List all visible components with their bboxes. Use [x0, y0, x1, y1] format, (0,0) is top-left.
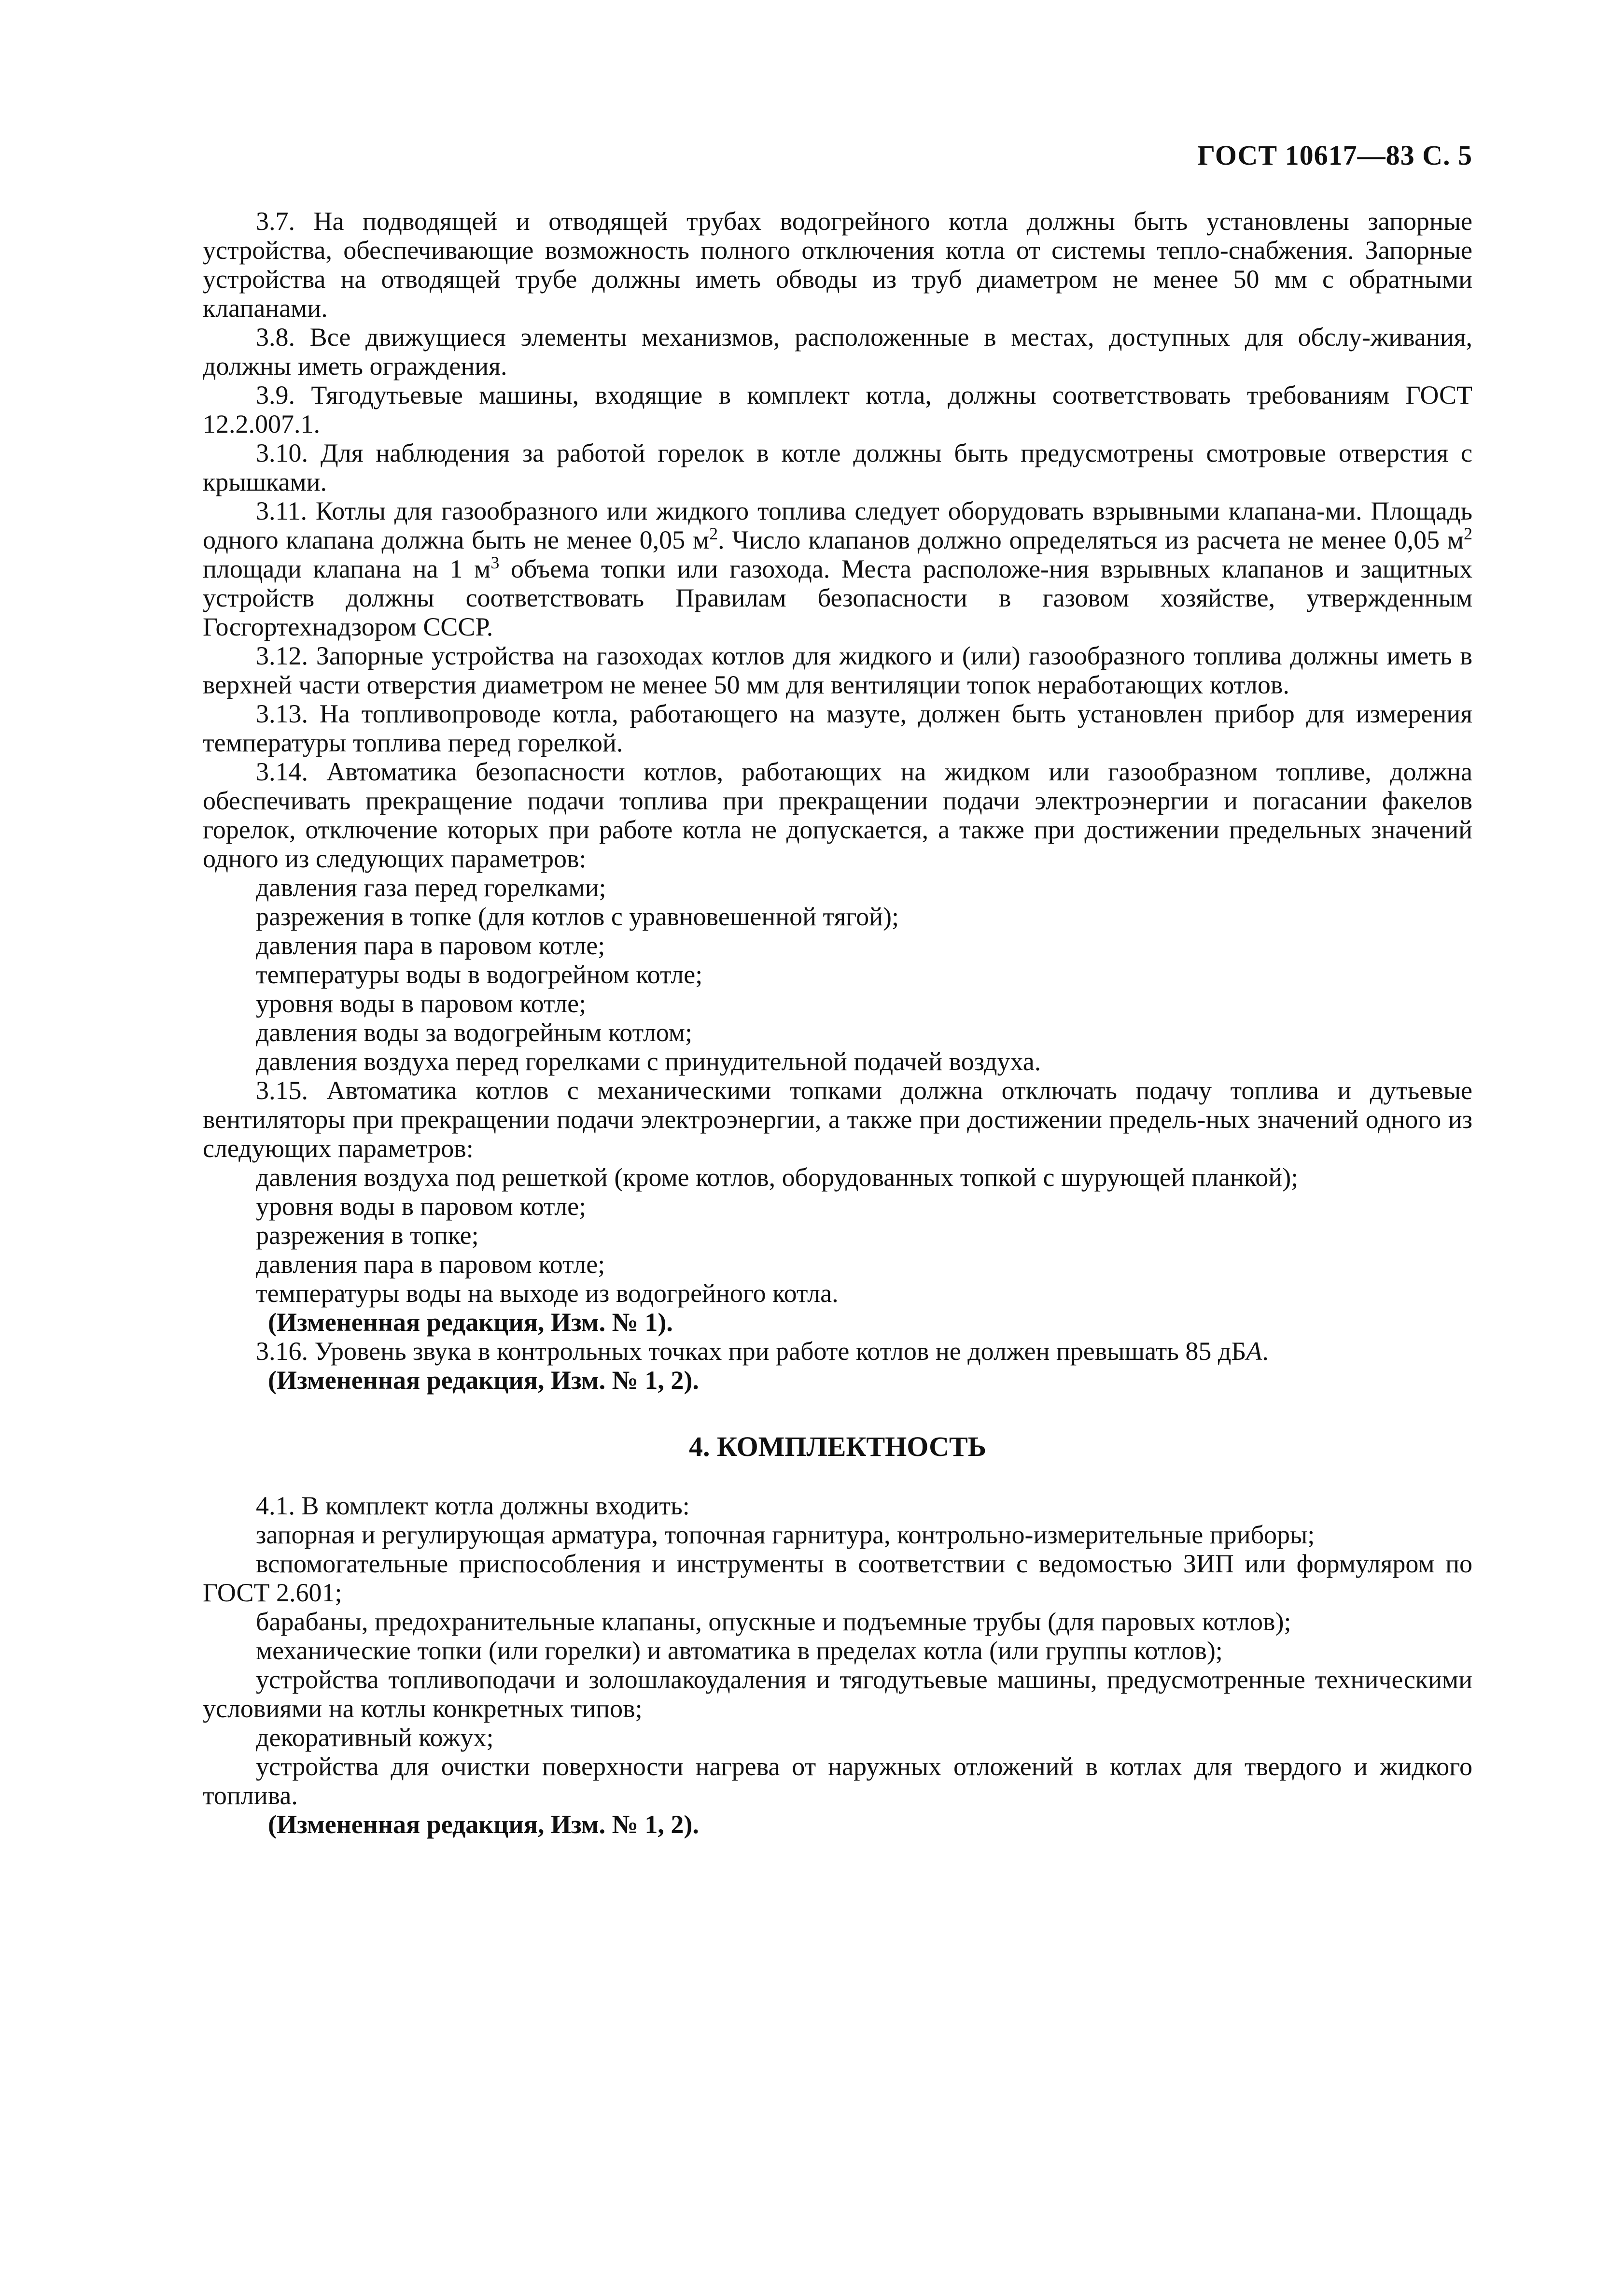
list-item: декоративный кожух;: [256, 1723, 494, 1752]
superscript: 2: [1464, 524, 1473, 543]
clause-3-12: 3.12. Запорные устройства на газоходах котлов для жидкого и (или) газообразного топлива должны иметь в верхней части отверстия диаметром не менее 50 мм для вентиляции топок неработающих котлов.: [203, 641, 1472, 699]
clause-3-9: 3.9. Тягодутьевые машины, входящие в комплект котла, должны соответствовать требованиям ГОСТ 12.2.007.1.: [203, 381, 1472, 438]
page-header: ГОСТ 10617—83 С. 5: [1197, 140, 1472, 171]
clause-3-11-part-b: . Число клапанов должно определяться из расчета не менее 0,05 м: [718, 525, 1464, 554]
clause-3-13: 3.13. На топливопроводе котла, работающего на мазуте, должен быть установлен прибор для измерения температуры топлива перед горелкой.: [203, 699, 1472, 757]
clause-3-16-unit: А: [1246, 1337, 1262, 1366]
list-item: давления газа перед горелками;: [256, 873, 606, 902]
clause-3-7: 3.7. На подводящей и отводящей трубах водогрейного котла должны быть установлены запорные устройства, обеспечивающие возможность полного отключения котла от системы тепло-снабжения. Запорные устройства на отводящей трубе должны иметь обводы из труб диаметром не менее 50 мм с обратными клапанами.: [203, 207, 1472, 323]
list-item: устройства для очистки поверхности нагрева от наружных отложений в котлах для твердого и жидкого топлива.: [203, 1752, 1472, 1810]
clause-3-10: 3.10. Для наблюдения за работой горелок в котле должны быть предусмотрены смотровые отверстия с крышками.: [203, 438, 1472, 496]
amendment-note: (Измененная редакция, Изм. № 1, 2).: [268, 1366, 699, 1395]
list-item: запорная и регулирующая арматура, топочная гарнитура, контрольно-измерительные приборы;: [256, 1520, 1315, 1549]
list-item: устройства топливоподачи и золошлакоудаления и тягодутьевые машины, предусмотренные техническими условиями на котлы конкретных типов;: [203, 1665, 1472, 1723]
amendment-note: (Измененная редакция, Изм. № 1).: [268, 1308, 673, 1337]
document-page: [203, 0, 1472, 2273]
clause-3-11-part-c: площади клапана на 1 м: [203, 554, 491, 583]
list-item: температуры воды на выходе из водогрейного котла.: [256, 1279, 839, 1308]
amendment-note: (Измененная редакция, Изм. № 1, 2).: [268, 1810, 699, 1839]
list-item: давления пара в паровом котле;: [256, 931, 605, 960]
list-item: давления воды за водогрейным котлом;: [256, 1018, 692, 1047]
clause-3-16-part-a: 3.16. Уровень звука в контрольных точках при работе котлов не должен превышать 85 дБ: [256, 1337, 1246, 1366]
list-item: механические топки (или горелки) и автоматика в пределах котла (или группы котлов);: [256, 1636, 1223, 1665]
superscript: 3: [490, 553, 500, 572]
list-item: разрежения в топке;: [256, 1221, 479, 1250]
clause-3-11: [203, 496, 1472, 641]
clause-3-16-part-c: .: [1262, 1337, 1269, 1366]
list-item: давления воздуха перед горелками с принудительной подачей воздуха.: [256, 1047, 1041, 1076]
list-item: температуры воды в водогрейном котле;: [256, 960, 703, 989]
list-item: давления воздуха под решеткой (кроме котлов, оборудованных топкой с шурующей планкой);: [256, 1163, 1299, 1192]
clause-4-1: 4.1. В комплект котла должны входить:: [256, 1491, 690, 1520]
list-item: уровня воды в паровом котле;: [256, 989, 587, 1018]
clause-3-8: 3.8. Все движущиеся элементы механизмов, расположенные в местах, доступных для обслу-живания, должны иметь ограждения.: [203, 323, 1472, 381]
section-title: 4. КОМПЛЕКТНОСТЬ: [688, 1431, 987, 1462]
clause-3-14: 3.14. Автоматика безопасности котлов, работающих на жидком или газообразном топливе, должна обеспечивать прекращение подачи топлива при прекращении подачи электроэнергии и погасании факелов горелок, отключение которых при работе котла не допускается, а также при достижении предельных значений одного из следующих параметров:: [203, 757, 1472, 873]
list-item: уровня воды в паровом котле;: [256, 1192, 587, 1221]
list-item: давления пара в паровом котле;: [256, 1250, 605, 1279]
superscript: 2: [709, 524, 718, 543]
clause-3-11-part-d: объема топки или газохода. Места расположе-ния взрывных клапанов и защитных устройств должны соответствовать Правилам безопасности в газовом хозяйстве, утвержденным Госгортехнадзором СССР.: [203, 554, 1472, 641]
clause-3-15: 3.15. Автоматика котлов с механическими топками должна отключать подачу топлива и дутьевые вентиляторы при прекращении подачи электроэнергии, а также при достижении предель-ных значений одного из следующих параметров:: [203, 1076, 1472, 1163]
list-item: вспомогательные приспособления и инструменты в соответствии с ведомостью ЗИП или формуляром по ГОСТ 2.601;: [203, 1549, 1472, 1607]
clause-3-16: [203, 1337, 1472, 1366]
document-body: [203, 207, 1472, 1839]
list-item: разрежения в топке (для котлов с уравновешенной тягой);: [256, 902, 899, 931]
clause-3-11-part-a: 3.11. Котлы для газообразного или жидкого топлива следует оборудовать взрывными клапана-ми. Площадь одного клапана должна быть не менее 0,05 м: [203, 496, 1472, 554]
list-item: барабаны, предохранительные клапаны, опускные и подъемные трубы (для паровых котлов);: [256, 1607, 1291, 1636]
